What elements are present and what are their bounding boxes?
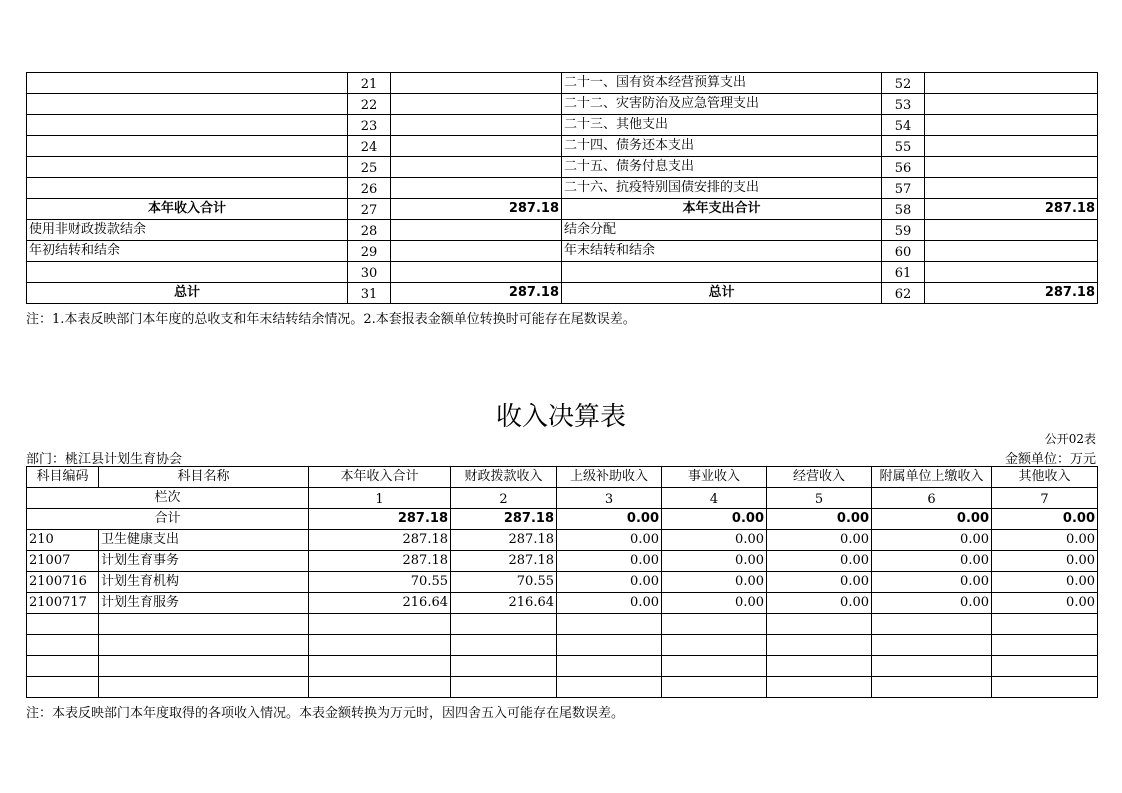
expense-item-label: 二十四、债务还本支出 xyxy=(562,136,882,157)
income-amount xyxy=(391,115,562,136)
table-row xyxy=(27,530,1098,551)
income-item-label: 本年收入合计 xyxy=(27,199,348,220)
subject-name: 计划生育机构 xyxy=(99,572,309,593)
form-number: 公开02表 xyxy=(1044,432,1096,446)
expense-line-number: 61 xyxy=(882,262,925,283)
expense-line-number: 52 xyxy=(882,73,925,94)
amount-unit-label: 金额单位：万元 xyxy=(1004,452,1096,467)
income-amount xyxy=(992,656,1098,677)
income-amount xyxy=(557,656,662,677)
income-amount xyxy=(662,614,767,635)
subject-name xyxy=(99,677,309,698)
expense-item-label: 二十五、债务付息支出 xyxy=(562,157,882,178)
income-item-label xyxy=(27,178,348,199)
subject-name xyxy=(99,635,309,656)
income-amount xyxy=(767,614,872,635)
income-item-label: 使用非财政拨款结余 xyxy=(27,220,348,241)
table-row xyxy=(27,199,1098,220)
balance-table-note: 注：1.本表反映部门本年度的总收支和年末结转结余情况。2.本套报表金额单位转换时可能存在尾数误差。 xyxy=(26,312,636,327)
income-line-number: 25 xyxy=(348,157,391,178)
column-header: 科目编码 xyxy=(27,467,99,488)
income-amount xyxy=(767,677,872,698)
column-number: 1 xyxy=(309,488,451,509)
column-header: 事业收入 xyxy=(662,467,767,488)
subject-name: 计划生育事务 xyxy=(99,551,309,572)
income-amount: 0.00 xyxy=(662,551,767,572)
income-amount: 0.00 xyxy=(767,572,872,593)
income-amount xyxy=(391,157,562,178)
subject-code xyxy=(27,635,99,656)
income-item-label xyxy=(27,136,348,157)
income-amount xyxy=(557,614,662,635)
income-amount xyxy=(662,656,767,677)
total-amount: 0.00 xyxy=(872,509,992,530)
income-item-label xyxy=(27,115,348,136)
subject-code xyxy=(27,614,99,635)
income-line-number: 31 xyxy=(348,283,391,304)
total-amount: 0.00 xyxy=(992,509,1098,530)
total-row xyxy=(27,509,1098,530)
income-amount: 0.00 xyxy=(767,551,872,572)
expense-item-label: 总计 xyxy=(562,283,882,304)
income-amount: 0.00 xyxy=(557,572,662,593)
income-line-number: 27 xyxy=(348,199,391,220)
subject-code: 21007 xyxy=(27,551,99,572)
income-amount xyxy=(451,677,557,698)
subject-name: 卫生健康支出 xyxy=(99,530,309,551)
income-line-number: 22 xyxy=(348,94,391,115)
income-amount: 0.00 xyxy=(662,572,767,593)
table-row xyxy=(27,656,1098,677)
expense-item-label: 结余分配 xyxy=(562,220,882,241)
table-row xyxy=(27,572,1098,593)
income-amount: 287.18 xyxy=(451,530,557,551)
income-item-label: 年初结转和结余 xyxy=(27,241,348,262)
income-amount xyxy=(309,677,451,698)
income-table xyxy=(26,466,1098,698)
income-amount: 0.00 xyxy=(872,593,992,614)
expense-line-number: 58 xyxy=(882,199,925,220)
income-amount xyxy=(309,635,451,656)
column-number: 2 xyxy=(451,488,557,509)
income-amount xyxy=(391,241,562,262)
expense-amount xyxy=(925,220,1098,241)
income-amount: 287.18 xyxy=(309,530,451,551)
table-row xyxy=(27,94,1098,115)
subject-name: 计划生育服务 xyxy=(99,593,309,614)
income-amount xyxy=(992,635,1098,656)
expense-amount xyxy=(925,115,1098,136)
income-amount xyxy=(391,73,562,94)
income-amount xyxy=(767,656,872,677)
total-amount: 0.00 xyxy=(557,509,662,530)
income-amount xyxy=(391,94,562,115)
income-line-number: 21 xyxy=(348,73,391,94)
table-row xyxy=(27,220,1098,241)
total-amount: 287.18 xyxy=(309,509,451,530)
expense-amount xyxy=(925,136,1098,157)
income-line-number: 26 xyxy=(348,178,391,199)
income-amount xyxy=(391,136,562,157)
income-amount: 0.00 xyxy=(767,593,872,614)
income-amount: 0.00 xyxy=(992,551,1098,572)
expense-item-label: 年末结转和结余 xyxy=(562,241,882,262)
column-number: 7 xyxy=(992,488,1098,509)
income-amount: 287.18 xyxy=(451,551,557,572)
expense-amount xyxy=(925,178,1098,199)
subject-code xyxy=(27,677,99,698)
income-amount: 70.55 xyxy=(451,572,557,593)
table-row xyxy=(27,614,1098,635)
column-header: 财政拨款收入 xyxy=(451,467,557,488)
table-row xyxy=(27,677,1098,698)
expense-item-label xyxy=(562,262,882,283)
income-amount xyxy=(992,614,1098,635)
income-amount xyxy=(872,656,992,677)
expense-item-label: 二十六、抗疫特别国债安排的支出 xyxy=(562,178,882,199)
expense-item-label: 本年支出合计 xyxy=(562,199,882,220)
column-header: 上级补助收入 xyxy=(557,467,662,488)
income-amount xyxy=(391,220,562,241)
income-amount: 0.00 xyxy=(992,530,1098,551)
total-amount: 0.00 xyxy=(767,509,872,530)
column-number: 3 xyxy=(557,488,662,509)
income-amount: 0.00 xyxy=(872,530,992,551)
column-header: 本年收入合计 xyxy=(309,467,451,488)
income-item-label xyxy=(27,262,348,283)
income-line-number: 23 xyxy=(348,115,391,136)
income-line-number: 28 xyxy=(348,220,391,241)
income-item-label xyxy=(27,73,348,94)
income-amount: 0.00 xyxy=(992,593,1098,614)
income-amount xyxy=(391,178,562,199)
expense-amount: 287.18 xyxy=(925,199,1098,220)
expense-amount xyxy=(925,73,1098,94)
expense-line-number: 54 xyxy=(882,115,925,136)
total-amount: 287.18 xyxy=(451,509,557,530)
expense-item-label: 二十一、国有资本经营预算支出 xyxy=(562,73,882,94)
subject-name xyxy=(99,614,309,635)
column-number: 4 xyxy=(662,488,767,509)
income-amount xyxy=(662,635,767,656)
income-amount: 0.00 xyxy=(992,572,1098,593)
expense-line-number: 57 xyxy=(882,178,925,199)
income-amount xyxy=(872,677,992,698)
income-amount: 287.18 xyxy=(391,199,562,220)
income-amount: 70.55 xyxy=(309,572,451,593)
income-amount xyxy=(767,635,872,656)
income-amount: 0.00 xyxy=(872,572,992,593)
income-amount: 216.64 xyxy=(451,593,557,614)
income-amount xyxy=(872,635,992,656)
table-row xyxy=(27,593,1098,614)
expense-amount xyxy=(925,157,1098,178)
income-amount xyxy=(557,635,662,656)
subject-code: 2100716 xyxy=(27,572,99,593)
table-row xyxy=(27,551,1098,572)
income-amount: 0.00 xyxy=(662,530,767,551)
income-amount: 0.00 xyxy=(872,551,992,572)
table-row xyxy=(27,115,1098,136)
income-amount xyxy=(309,656,451,677)
income-amount: 287.18 xyxy=(309,551,451,572)
income-line-number: 29 xyxy=(348,241,391,262)
column-number: 6 xyxy=(872,488,992,509)
income-item-label xyxy=(27,94,348,115)
income-amount xyxy=(662,677,767,698)
page-title: 收入决算表 xyxy=(495,402,626,432)
income-amount xyxy=(309,614,451,635)
income-amount xyxy=(451,635,557,656)
total-label: 合计 xyxy=(27,509,309,530)
subject-code xyxy=(27,656,99,677)
subject-code: 210 xyxy=(27,530,99,551)
expense-item-label: 二十三、其他支出 xyxy=(562,115,882,136)
table-row xyxy=(27,136,1098,157)
department-label: 部门：桃江县计划生育协会 xyxy=(26,452,183,467)
income-table-note: 注：本表反映部门本年度取得的各项收入情况。本表金额转换为万元时，因四舍五入可能存在尾数误差。 xyxy=(26,706,625,721)
table-row xyxy=(27,178,1098,199)
expense-item-label: 二十二、灾害防治及应急管理支出 xyxy=(562,94,882,115)
income-amount xyxy=(451,656,557,677)
expense-line-number: 53 xyxy=(882,94,925,115)
table-row xyxy=(27,73,1098,94)
income-amount xyxy=(992,677,1098,698)
income-line-number: 30 xyxy=(348,262,391,283)
column-header: 科目名称 xyxy=(99,467,309,488)
expense-amount xyxy=(925,94,1098,115)
column-number: 5 xyxy=(767,488,872,509)
income-item-label xyxy=(27,157,348,178)
income-amount xyxy=(557,677,662,698)
column-header: 经营收入 xyxy=(767,467,872,488)
table-row xyxy=(27,241,1098,262)
expense-line-number: 59 xyxy=(882,220,925,241)
expense-line-number: 55 xyxy=(882,136,925,157)
subject-code: 2100717 xyxy=(27,593,99,614)
table-row xyxy=(27,283,1098,304)
expense-line-number: 62 xyxy=(882,283,925,304)
income-amount: 0.00 xyxy=(767,530,872,551)
income-line-number: 24 xyxy=(348,136,391,157)
header-row xyxy=(27,467,1098,488)
column-number-label: 栏次 xyxy=(27,488,309,509)
income-amount: 287.18 xyxy=(391,283,562,304)
table-row xyxy=(27,157,1098,178)
table-row xyxy=(27,635,1098,656)
income-item-label: 总计 xyxy=(27,283,348,304)
column-header: 其他收入 xyxy=(992,467,1098,488)
subject-name xyxy=(99,656,309,677)
income-amount xyxy=(391,262,562,283)
income-amount: 216.64 xyxy=(309,593,451,614)
income-amount xyxy=(451,614,557,635)
expense-line-number: 56 xyxy=(882,157,925,178)
income-amount: 0.00 xyxy=(662,593,767,614)
expense-amount xyxy=(925,262,1098,283)
income-amount xyxy=(872,614,992,635)
income-amount: 0.00 xyxy=(557,551,662,572)
balance-table xyxy=(26,72,1098,304)
total-amount: 0.00 xyxy=(662,509,767,530)
column-number-row xyxy=(27,488,1098,509)
income-amount: 0.00 xyxy=(557,530,662,551)
expense-line-number: 60 xyxy=(882,241,925,262)
expense-amount xyxy=(925,241,1098,262)
column-header: 附属单位上缴收入 xyxy=(872,467,992,488)
income-amount: 0.00 xyxy=(557,593,662,614)
expense-amount: 287.18 xyxy=(925,283,1098,304)
table-row xyxy=(27,262,1098,283)
